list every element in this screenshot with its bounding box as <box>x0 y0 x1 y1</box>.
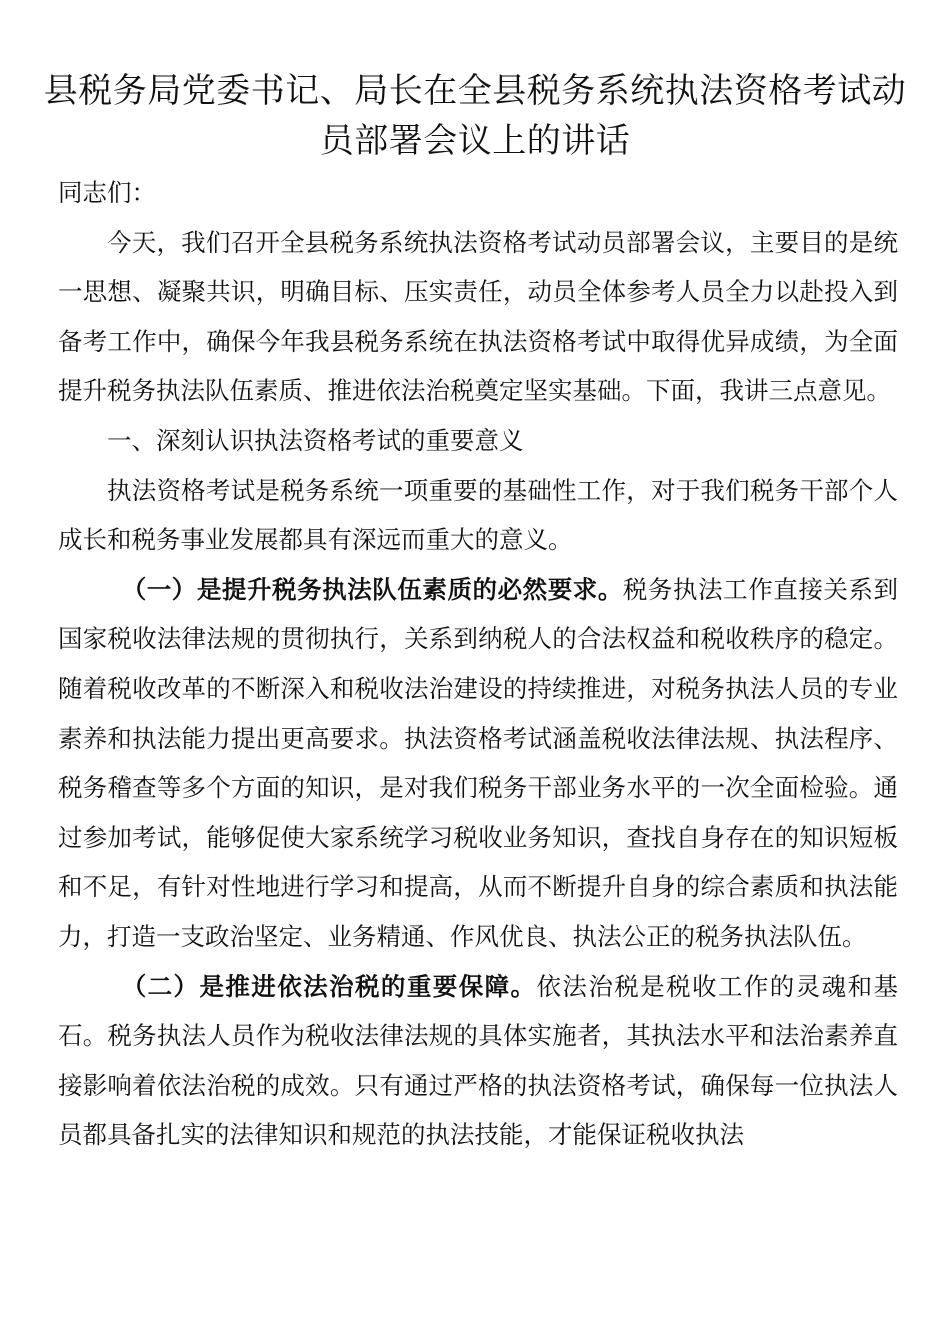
section-heading <box>58 416 898 466</box>
point-heading: （二）是推进依法治税的重要保障。 <box>121 971 537 1001</box>
point-heading: （一）是提升税务执法队伍素质的必然要求。 <box>121 574 623 604</box>
paragraph-text: 依法治税是税收工作的灵魂和基石。税务执法人员作为税收法律法规的具体实施者，其执法水平和法治素养直接影响着依法治税的成效。只有通过严格的执法资格考试，确保每一位执法人员都具备扎实的法律知识和规范的执法技能，才能保证税收执法 <box>58 971 899 1150</box>
paragraph-point-2 <box>58 962 898 1160</box>
section-heading-text: 一、深刻认识执法资格考试的重要意义 <box>107 425 524 455</box>
paragraph-section-intro <box>58 466 898 565</box>
paragraph-text: 今天，我们召开全县税务系统执法资格考试动员部署会议，主要目的是统一思想、凝聚共识，明确目标、压实责任，动员全体参考人员全力以赴投入到备考工作中，确保今年我县税务系统在执法资格考试中取得优异成绩，为全面提升税务执法队伍素质、推进依法治税奠定坚实基础。下面，我讲三点意见。 <box>58 227 898 406</box>
paragraph-point-1 <box>58 565 898 962</box>
document-body <box>58 168 898 1160</box>
paragraph-intro <box>58 218 898 416</box>
greeting: 同志们： <box>58 178 156 207</box>
paragraph-text: 执法资格考试是税务系统一项重要的基础性工作，对于我们税务干部个人成长和税务事业发展都具有深远而重大的意义。 <box>58 475 898 555</box>
paragraph-text: 税务执法工作直接关系到国家税收法律法规的贯彻执行，关系到纳税人的合法权益和税收秩序的稳定。随着税收改革的不断深入和税收法治建设的持续推进，对税务执法人员的专业素养和执法能力提出更高要求。执法资格考试涵盖税收法律法规、执法程序、税务稽查等多个方面的知识，是对我们税务干部业务水平的一次全面检验。通过参加考试，能够促使大家系统学习税收业务知识，查找自身存在的知识短板和不足，有针对性地进行学习和提高，从而不断提升自身的综合素质和执法能力，打造一支政治坚定、业务精通、作风优良、执法公正的税务执法队伍。 <box>58 574 899 951</box>
document-title: 县税务局党委书记、局长在全县税务系统执法资格考试动员部署会议上的讲话 <box>43 71 907 161</box>
